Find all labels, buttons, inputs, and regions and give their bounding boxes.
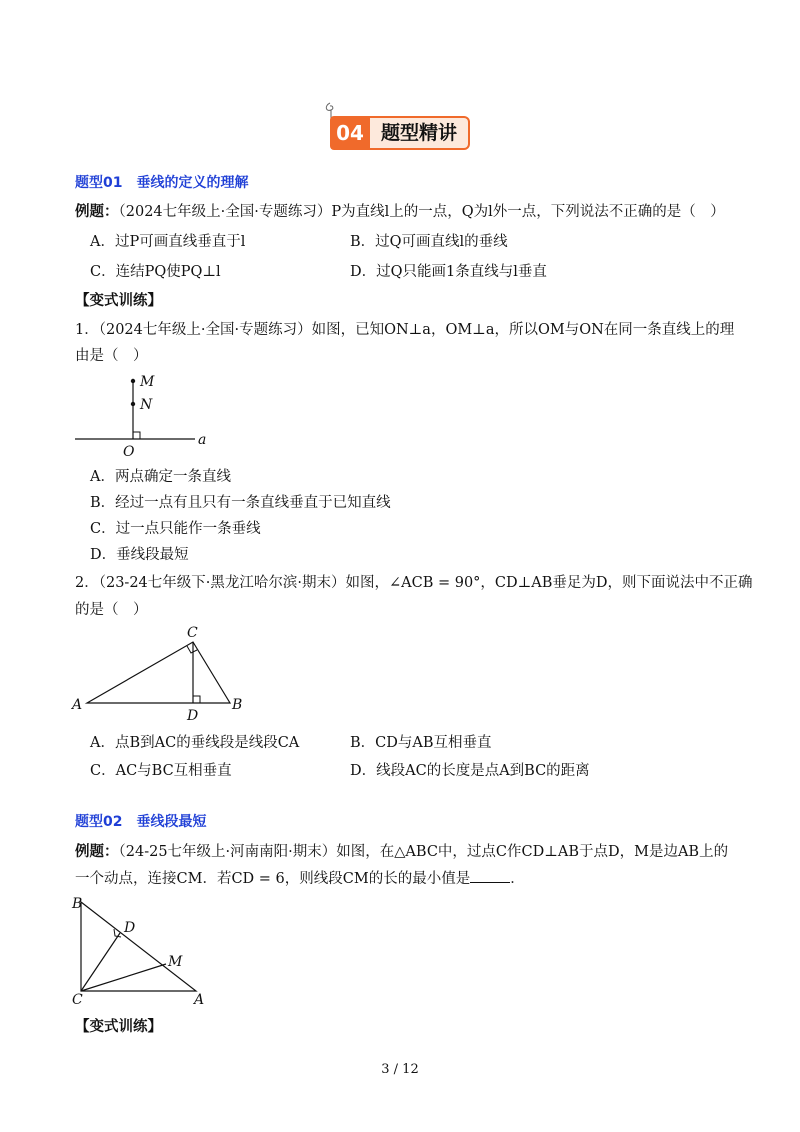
label-m: M: [168, 954, 183, 970]
label-m: M: [140, 374, 155, 390]
example1-option-b: B．过Q可画直线l的垂线: [350, 234, 508, 250]
example1: [75, 202, 725, 222]
practice-label-2: 【变式训练】: [75, 1018, 162, 1035]
q2-option-a: A．点B到AC的垂线段是线段CA: [90, 735, 300, 751]
label-n: N: [140, 397, 153, 413]
label-d: D: [187, 708, 199, 724]
section1-heading: 题型01 垂线的定义的理解: [75, 175, 249, 191]
label-a: A: [72, 697, 83, 713]
q1-option-d: D．垂线段最短: [90, 547, 189, 563]
label-a: A: [194, 992, 205, 1006]
right-angle-d: [193, 696, 200, 703]
q1-line2: 由是（ ）: [75, 348, 148, 364]
q2-line1: 2．（23-24七年级下·黑龙江哈尔滨·期末）如图，∠ACB = 90°，CD⊥AB垂足为D，则下面说法中不正确: [75, 575, 753, 591]
example1-label: 例题：: [75, 203, 119, 220]
q1-option-a: A．两点确定一条直线: [90, 469, 231, 485]
example1-option-c: C．连结PQ使PQ⊥l: [90, 264, 221, 280]
page-number: 3 / 12: [381, 1062, 419, 1077]
practice-label-1: 【变式训练】: [75, 292, 162, 309]
q1-option-c: C．过一点只能作一条垂线: [90, 521, 261, 537]
q2-option-c: C．AC与BC互相垂直: [90, 763, 232, 779]
triangle-abc: [81, 902, 196, 991]
segment-cd: [81, 933, 120, 991]
point-n: [131, 402, 135, 406]
figure-2: [70, 622, 250, 724]
label-a: a: [198, 432, 207, 448]
q2-option-d: D．线段AC的长度是点A到BC的距离: [350, 763, 590, 779]
banner-title: 题型精讲: [370, 116, 470, 150]
label-b: B: [72, 896, 83, 912]
right-angle-mark: [133, 432, 140, 439]
section2-heading: 题型02 垂线段最短: [75, 814, 207, 830]
example1-option-a: A．过P可画直线垂直于l: [90, 234, 246, 250]
label-b: B: [232, 697, 243, 713]
example2-end: ．: [510, 871, 525, 887]
triangle-abc: [87, 642, 230, 703]
q2-option-b: B．CD与AB互相垂直: [350, 735, 492, 751]
segment-cm: [81, 964, 166, 991]
answer-blank[interactable]: [470, 868, 510, 883]
label-c: C: [187, 625, 198, 641]
label-o: O: [123, 444, 135, 460]
figure-3: [70, 894, 220, 1006]
example2-text-2: 一个动点，连接CM．若CD = 6，则线段CM的长的最小值是: [75, 871, 471, 887]
label-c: C: [72, 992, 83, 1006]
q1-option-b: B．经过一点有且只有一条直线垂直于已知直线: [90, 495, 391, 511]
figure-1: [70, 372, 220, 462]
example2-line1: [75, 842, 728, 862]
example1-option-d: D．过Q只能画1条直线与l垂直: [350, 264, 547, 280]
example2-line2: [75, 868, 525, 889]
banner-number: 04: [330, 116, 370, 150]
point-m: [131, 379, 135, 383]
label-d: D: [124, 920, 136, 936]
example2-label: 例题：: [75, 843, 119, 860]
example2-text: （24-25七年级上·河南南阳·期末）如图，在△ABC中，过点C作CD⊥AB于点D，M是边AB上的: [118, 844, 729, 860]
example1-text: （2024七年级上·全国·专题练习）P为直线l上的一点，Q为l外一点，下列说法不正确的是（ ）: [118, 204, 725, 220]
q2-line2: 的是（ ）: [75, 602, 148, 618]
q1-line1: 1．（2024七年级上·全国·专题练习）如图，已知ON⊥a，OM⊥a，所以OM与ON在同一条直线上的理: [75, 322, 735, 338]
